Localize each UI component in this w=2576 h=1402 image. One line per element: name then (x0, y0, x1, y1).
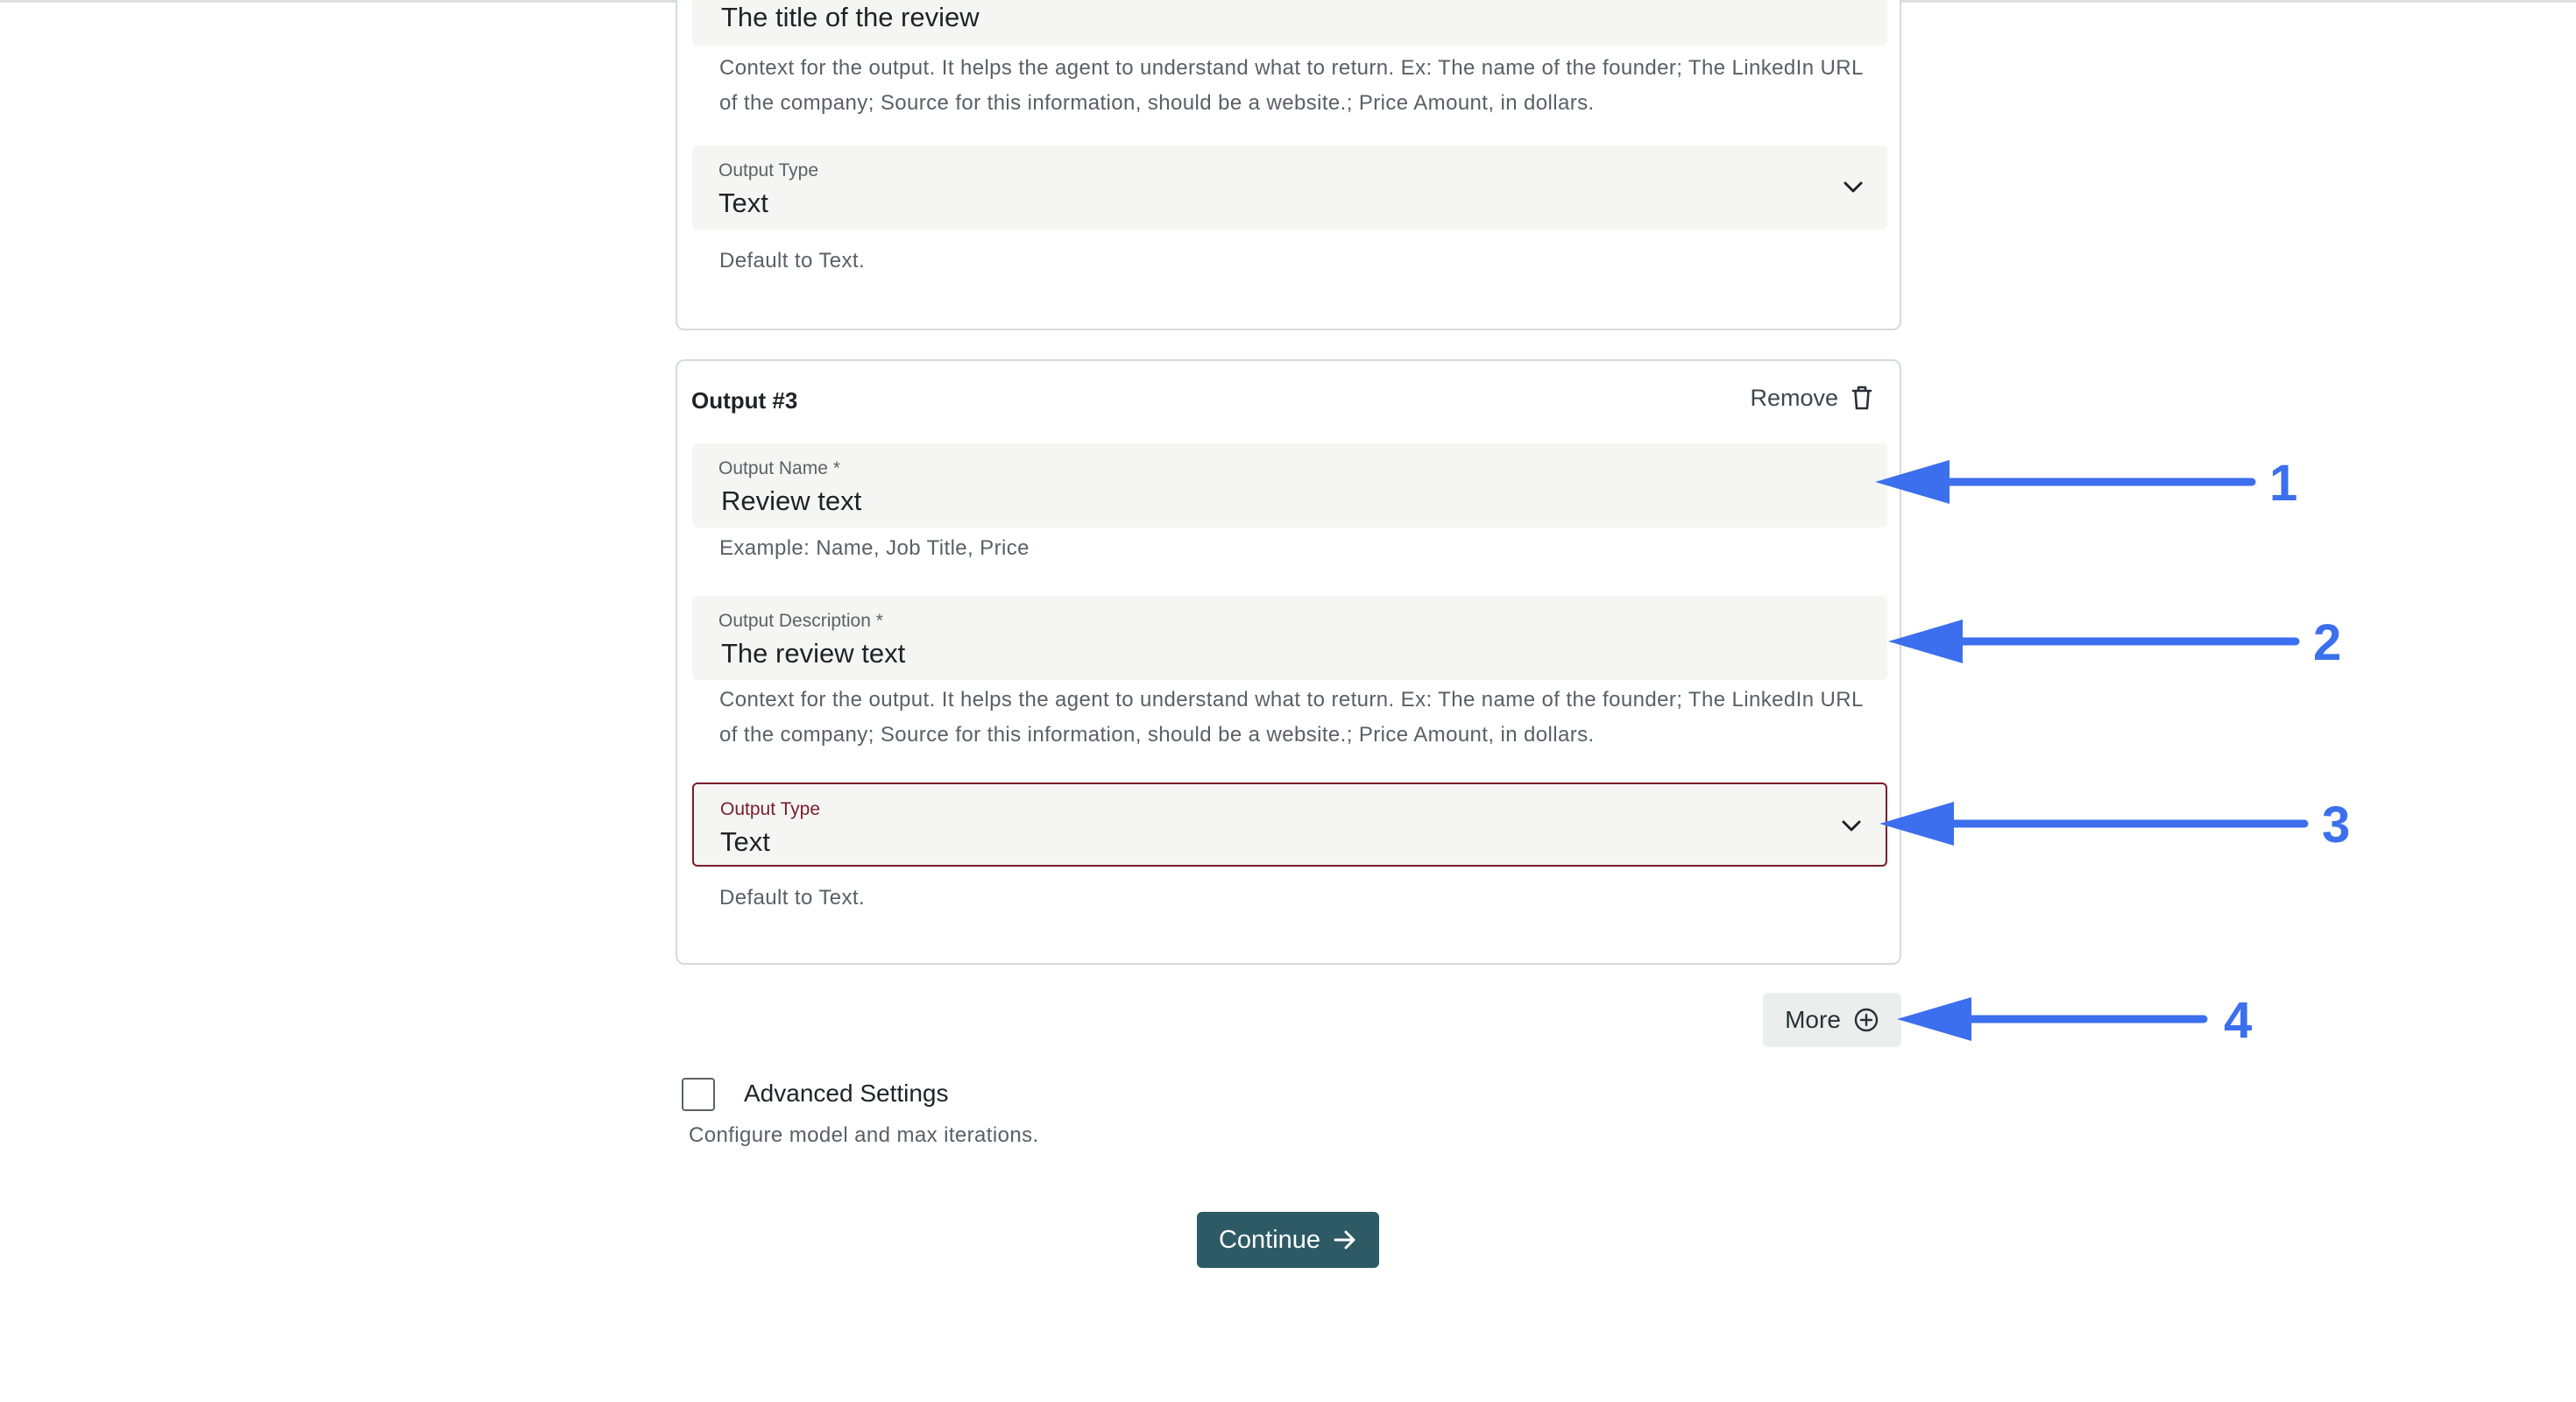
output-description-value: The review text (721, 638, 906, 669)
remove-label: Remove (1750, 384, 1838, 411)
annotation-number-2: 2 (2313, 614, 2342, 671)
annotation-number-4: 4 (2224, 992, 2253, 1049)
output-name-label: Output Name * (718, 458, 840, 478)
output-type-label: Output Type (718, 160, 819, 181)
output-name-value: Review text (721, 485, 862, 516)
annotation-arrowhead-3 (1879, 802, 1954, 846)
output-type-value: Text (718, 188, 768, 218)
output-description-helper: Context for the output. It helps the agent to understand what to return. Ex: The name of the founder; The LinkedIn URL of the company; Source for this information, should be a website.; Price Amount, in dollars. (719, 688, 1863, 747)
output-type-helper: Default to Text. (719, 886, 866, 910)
annotation-arrowhead-4 (1897, 997, 1971, 1041)
output-type-value: Text (720, 826, 770, 857)
more-label: More (1785, 1006, 1841, 1033)
output-type-helper: Default to Text. (719, 249, 866, 273)
annotation-arrowhead-2 (1888, 620, 1963, 663)
advanced-settings-label: Advanced Settings (744, 1080, 949, 1107)
output-description-value: The title of the review (721, 2, 980, 32)
continue-label: Continue (1218, 1225, 1321, 1254)
output-description-label: Output Description * (718, 611, 883, 631)
output-type-label: Output Type (720, 799, 821, 819)
annotation-number-3: 3 (2322, 797, 2351, 853)
output-name-helper: Example: Name, Job Title, Price (719, 536, 1030, 560)
output-title: Output #3 (691, 387, 798, 414)
advanced-settings-helper: Configure model and max iterations. (689, 1123, 1039, 1147)
annotation-number-1: 1 (2269, 455, 2298, 512)
annotation-arrowhead-1 (1875, 460, 1950, 504)
output-description-helper: Context for the output. It helps the agent to understand what to return. Ex: The name of the founder; The LinkedIn URL of the company; Source for this information, should be a website.; Price Amount, in dollars. (719, 56, 1863, 115)
